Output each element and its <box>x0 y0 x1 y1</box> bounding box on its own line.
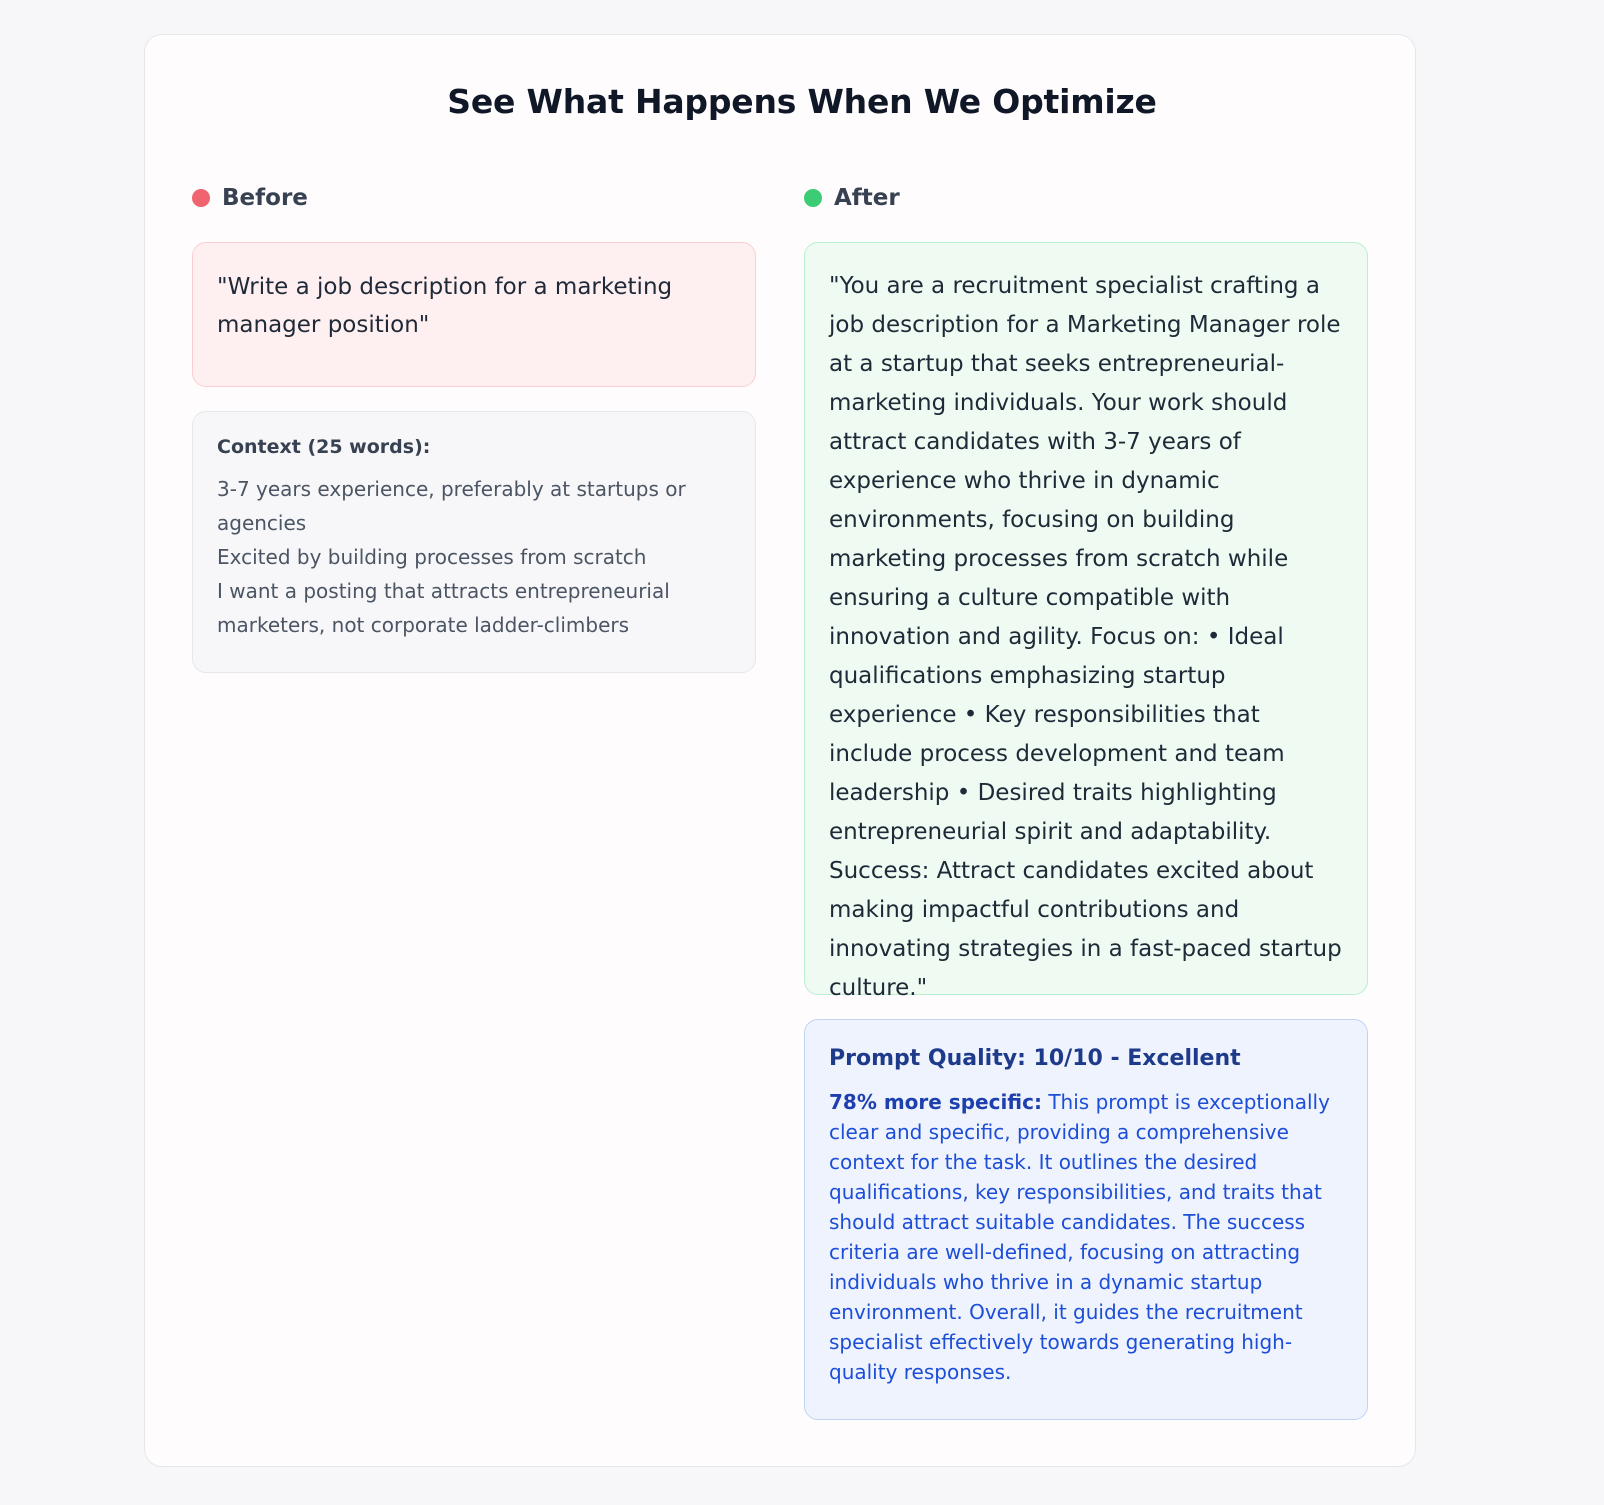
after-label: After <box>834 185 900 211</box>
before-prompt-box: "Write a job description for a marketing manager position" <box>192 242 756 387</box>
quality-highlight: 78% more specific: <box>829 1090 1042 1114</box>
context-line: 3-7 years experience, preferably at startups or agencies <box>217 477 686 535</box>
before-status-dot <box>192 189 210 207</box>
quality-title: Prompt Quality: 10/10 - Excellent <box>829 1046 1241 1071</box>
context-box <box>192 411 756 673</box>
after-status-dot <box>804 189 822 207</box>
before-label: Before <box>222 185 308 211</box>
before-header <box>192 182 308 214</box>
page-title: See What Happens When We Optimize <box>447 82 1157 121</box>
context-title: Context (25 words): <box>217 436 431 458</box>
context-line: I want a posting that attracts entrepreneurial marketers, not corporate ladder-climbers <box>217 579 670 637</box>
quality-box <box>804 1019 1368 1420</box>
context-line: Excited by building processes from scratch <box>217 545 647 569</box>
after-header <box>804 182 900 214</box>
quality-description <box>829 1087 1343 1387</box>
quality-text: This prompt is exceptionally clear and specific, providing a comprehensive context for the task. It outlines the desired qualifications, key responsibilities, and traits that should attract suitable candidates. The success criteria are well-defined, focusing on attracting individuals who thrive in a dynamic startup environment. Overall, it guides the recruitment specialist effectively towards generating high-quality responses. <box>829 1090 1330 1384</box>
after-prompt-box: "You are a recruitment specialist crafting a job description for a Marketing Manager role at a startup that seeks entrepreneurial-marketing individuals. Your work should attract candidates with 3-7 years of experience who thrive in dynamic environments, focusing on building marketing processes from scratch while ensuring a culture compatible with innovation and agility. Focus on: • Ideal qualifications emphasizing startup experience • Key responsibilities that include process development and team leadership • Desired traits highlighting entrepreneurial spirit and adaptability. Success: Attract candidates excited about making impactful contributions and innovating strategies in a fast-paced startup culture." <box>804 242 1368 995</box>
